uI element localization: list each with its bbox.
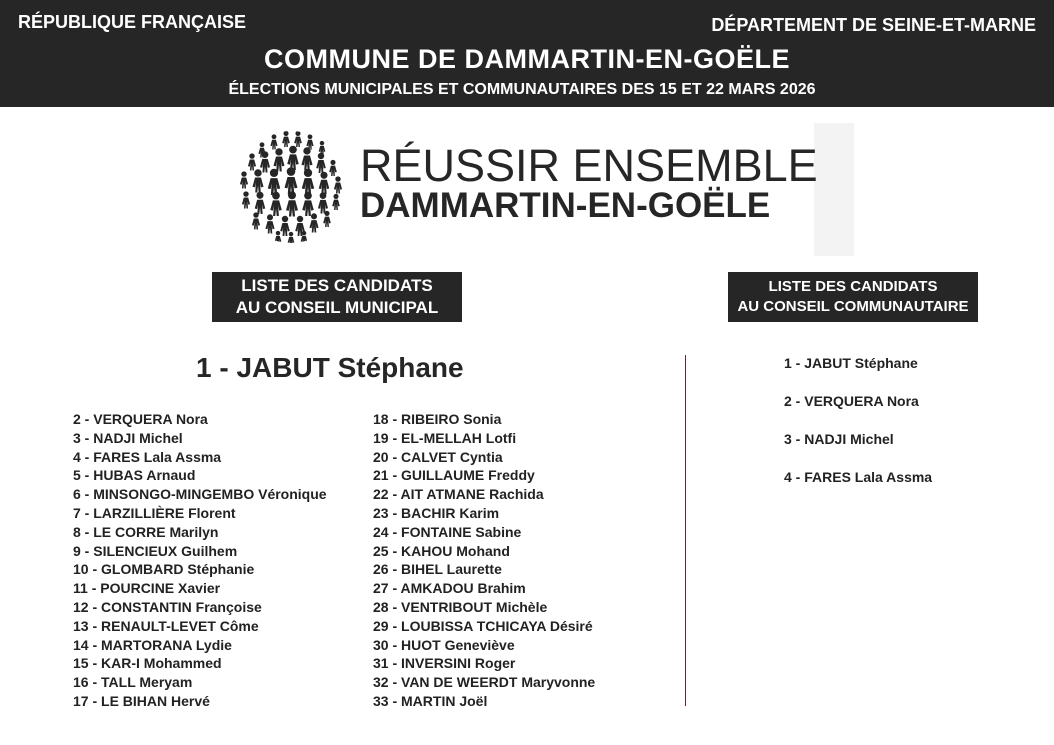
candidate-item: 29 - LOUBISSA TCHICAYA Désiré: [373, 617, 593, 634]
candidate-item: 25 - KAHOU Mohand: [373, 542, 510, 559]
communautaire-title-line2: AU CONSEIL COMMUNAUTAIRE: [737, 298, 969, 315]
candidate-item: 2 - VERQUERA Nora: [784, 393, 919, 409]
candidate-item: 6 - MINSONGO-MINGEMBO Véronique: [73, 486, 327, 503]
municipal-title-line2: AU CONSEIL MUNICIPAL: [235, 298, 439, 317]
candidate-item: 10 - GLOMBARD Stéphanie: [73, 561, 255, 578]
header-banner: [0, 0, 1054, 107]
candidate-item: 2 - VERQUERA Nora: [73, 411, 208, 427]
candidate-item: 16 - TALL Meryam: [73, 674, 193, 691]
communautaire-candidates-list: [784, 353, 932, 505]
candidate-item: 14 - MARTORANA Lydie: [73, 636, 232, 653]
candidate-item: 33 - MARTIN Joël: [373, 692, 488, 709]
head-candidate: 1 - JABUT Stéphane: [196, 352, 464, 383]
communautaire-list-title: [728, 272, 978, 322]
election-subtitle: ÉLECTIONS MUNICIPALES ET COMMUNAUTAIRES DES 15 ET 22 MARS 2026: [228, 81, 816, 98]
candidate-item: 1 - JABUT Stéphane: [784, 355, 918, 371]
candidate-item: 3 - NADJI Michel: [784, 431, 894, 447]
candidate-item: 20 - CALVET Cyntia: [373, 448, 503, 465]
candidate-item: 7 - LARZILLIÈRE Florent: [73, 504, 236, 521]
candidate-item: 23 - BACHIR Karim: [373, 504, 500, 521]
candidate-item: 21 - GUILLAUME Freddy: [373, 467, 535, 484]
republic-label: RÉPUBLIQUE FRANÇAISE: [18, 12, 247, 32]
municipal-candidates-column-2: [373, 410, 595, 711]
candidate-item: 24 - FONTAINE Sabine: [373, 523, 522, 540]
logo-town-name: DAMMARTIN-EN-GOËLE: [360, 186, 771, 225]
candidate-item: 9 - SILENCIEUX Guilhem: [73, 542, 238, 559]
municipal-list-title: [212, 272, 462, 322]
candidate-item: 3 - NADJI Michel: [73, 429, 183, 446]
commune-title: COMMUNE DE DAMMARTIN-EN-GOËLE: [264, 44, 790, 74]
candidate-item: 17 - LE BIHAN Hervé: [73, 692, 210, 709]
candidate-item: 12 - CONSTANTIN Françoise: [73, 598, 262, 615]
logo-background-panel: [814, 123, 854, 256]
candidate-item: 27 - AMKADOU Brahim: [373, 580, 526, 597]
municipal-candidates-column-1: [73, 410, 327, 711]
candidate-item: 15 - KAR-I Mohammed: [73, 655, 222, 672]
candidate-item: 32 - VAN DE WEERDT Maryvonne: [373, 674, 596, 691]
logo-slogan: RÉUSSIR ENSEMBLE: [360, 140, 818, 191]
candidate-item: 26 - BIHEL Laurette: [373, 561, 502, 578]
candidate-item: 28 - VENTRIBOUT Michèle: [373, 598, 548, 615]
candidate-item: 13 - RENAULT-LEVET Côme: [73, 617, 259, 634]
candidate-item: 5 - HUBAS Arnaud: [73, 467, 196, 484]
municipal-title-line1: LISTE DES CANDIDATS: [241, 276, 433, 295]
candidate-item: 19 - EL-MELLAH Lotfi: [373, 429, 517, 446]
candidate-item: 4 - FARES Lala Assma: [784, 469, 933, 485]
globe-of-people-icon: [234, 128, 348, 246]
candidate-item: 8 - LE CORRE Marilyn: [73, 523, 219, 540]
column-divider: [685, 355, 686, 706]
candidate-item: 11 - POURCINE Xavier: [73, 580, 221, 597]
candidate-item: 22 - AIT ATMANE Rachida: [373, 486, 544, 503]
candidate-item: 30 - HUOT Geneviève: [373, 636, 515, 653]
candidate-item: 18 - RIBEIRO Sonia: [373, 411, 502, 427]
candidate-item: 4 - FARES Lala Assma: [73, 448, 222, 465]
department-label: DÉPARTEMENT DE SEINE-ET-MARNE: [711, 15, 1036, 35]
communautaire-title-line1: LISTE DES CANDIDATS: [768, 278, 938, 295]
candidate-item: 31 - INVERSINI Roger: [373, 655, 516, 672]
